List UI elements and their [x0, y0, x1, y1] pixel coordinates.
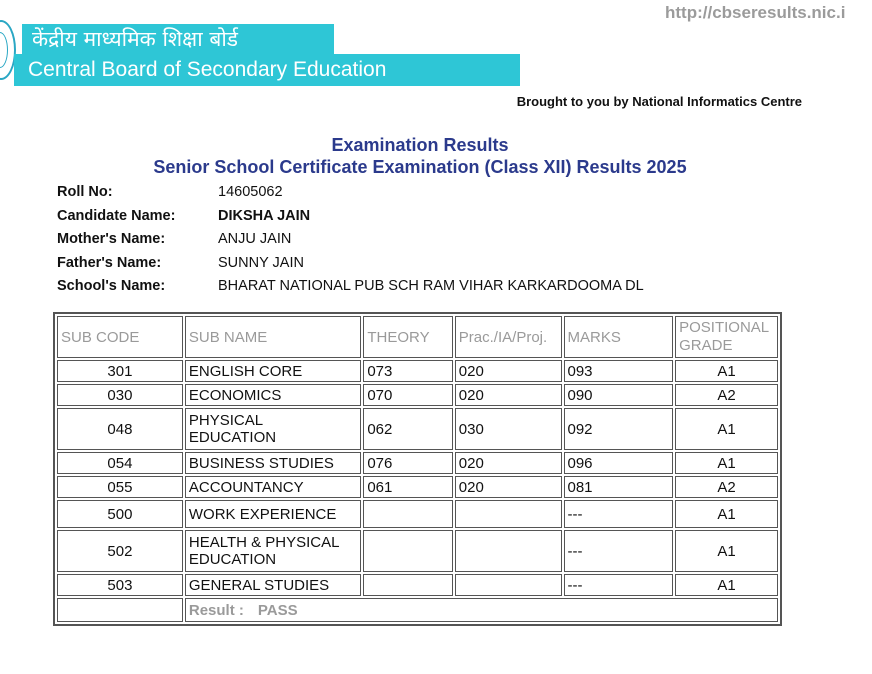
- positional-grade: A1: [675, 530, 778, 572]
- sub-code: 054: [57, 452, 183, 474]
- table-row: [57, 530, 778, 572]
- total-marks: ---: [564, 574, 674, 596]
- mother-name-value: ANJU JAIN: [218, 231, 292, 248]
- positional-grade: A1: [675, 452, 778, 474]
- table-header-row: [57, 316, 778, 358]
- header-grade-line1: POSITIONAL: [679, 319, 770, 336]
- mother-name-label: Mother's Name:: [57, 231, 166, 248]
- info-row-school: [57, 275, 644, 299]
- sub-code: 048: [57, 408, 183, 450]
- practical-marks: [455, 500, 562, 528]
- sub-name-line1: PHYSICAL: [188, 412, 264, 429]
- roll-label: Roll No:: [57, 184, 113, 200]
- practical-marks: 030: [455, 408, 562, 450]
- table-row: [57, 360, 778, 382]
- sub-code: 500: [57, 500, 183, 528]
- total-marks: 092: [564, 408, 674, 450]
- positional-grade: A1: [675, 408, 778, 450]
- page-title: Examination Results: [331, 135, 509, 155]
- theory-marks: [363, 500, 452, 528]
- header-positional-grade: [675, 316, 778, 358]
- provider-credit: Brought to you by National Informatics Centre: [516, 94, 802, 109]
- sub-code: 503: [57, 574, 183, 596]
- sub-name-line1: HEALTH & PHYSICAL: [188, 534, 340, 551]
- candidate-name-label: Candidate Name:: [57, 207, 176, 224]
- practical-marks: 020: [455, 476, 562, 498]
- info-row-mother: [57, 228, 644, 252]
- sub-name-line2: EDUCATION: [188, 551, 277, 568]
- sub-name: [185, 408, 361, 450]
- site-url[interactable]: http://cbseresults.nic.i: [665, 3, 846, 22]
- practical-marks: 020: [455, 452, 562, 474]
- table-row: [57, 500, 778, 528]
- sub-name: ENGLISH CORE: [185, 360, 361, 382]
- sub-name-line2: EDUCATION: [188, 429, 277, 446]
- total-marks: 093: [564, 360, 674, 382]
- positional-grade: A2: [675, 384, 778, 406]
- sub-code: 030: [57, 384, 183, 406]
- theory-marks: 061: [363, 476, 452, 498]
- result-cell: [185, 598, 778, 622]
- father-name-value: SUNNY JAIN: [218, 254, 304, 271]
- candidate-info: [57, 181, 644, 299]
- header-marks: MARKS: [564, 316, 674, 358]
- exam-subtitle: Senior School Certificate Examination (Class XII) Results 2025: [153, 157, 687, 177]
- info-row-candidate: [57, 205, 644, 229]
- school-name-label: School's Name:: [57, 278, 166, 295]
- theory-marks: 076: [363, 452, 452, 474]
- theory-marks: 070: [363, 384, 452, 406]
- sub-code: 502: [57, 530, 183, 572]
- table-row: [57, 408, 778, 450]
- header-sub-code: SUB CODE: [57, 316, 183, 358]
- result-row: [57, 598, 778, 622]
- table-row: [57, 476, 778, 498]
- sub-code: 055: [57, 476, 183, 498]
- theory-marks: [363, 530, 452, 572]
- total-marks: ---: [564, 530, 674, 572]
- info-row-roll: [57, 181, 644, 205]
- candidate-name-value: DIKSHA JAIN: [218, 207, 311, 224]
- father-name-label: Father's Name:: [57, 254, 162, 271]
- table-row: [57, 384, 778, 406]
- total-marks: 081: [564, 476, 674, 498]
- practical-marks: [455, 574, 562, 596]
- sub-name: WORK EXPERIENCE: [185, 500, 361, 528]
- total-marks: 090: [564, 384, 674, 406]
- practical-marks: 020: [455, 384, 562, 406]
- theory-marks: 062: [363, 408, 452, 450]
- header-theory: THEORY: [363, 316, 452, 358]
- sub-name: GENERAL STUDIES: [185, 574, 361, 596]
- marks-table: [53, 312, 782, 626]
- result-empty-cell: [57, 598, 183, 622]
- sub-name: BUSINESS STUDIES: [185, 452, 361, 474]
- sub-name: [185, 530, 361, 572]
- header-sub-name: SUB NAME: [185, 316, 361, 358]
- english-board-title: Central Board of Secondary Education: [14, 54, 520, 86]
- header-grade-line2: GRADE: [679, 337, 733, 354]
- cbse-logo-seal-inner: [0, 32, 8, 68]
- total-marks: ---: [564, 500, 674, 528]
- hindi-board-title: केंद्रीय माध्यमिक शिक्षा बोर्ड: [22, 24, 334, 54]
- sub-name: ECONOMICS: [185, 384, 361, 406]
- positional-grade: A1: [675, 574, 778, 596]
- table-row: [57, 574, 778, 596]
- theory-marks: [363, 574, 452, 596]
- sub-code: 301: [57, 360, 183, 382]
- school-name-value: BHARAT NATIONAL PUB SCH RAM VIHAR KARKARDOOMA DL: [218, 278, 644, 295]
- table-row: [57, 452, 778, 474]
- total-marks: 096: [564, 452, 674, 474]
- practical-marks: 020: [455, 360, 562, 382]
- positional-grade: A1: [675, 360, 778, 382]
- positional-grade: A1: [675, 500, 778, 528]
- result-label: Result :: [188, 601, 244, 619]
- info-row-father: [57, 252, 644, 276]
- practical-marks: [455, 530, 562, 572]
- result-value: PASS: [257, 601, 298, 619]
- header-practical: Prac./IA/Proj.: [455, 316, 562, 358]
- theory-marks: 073: [363, 360, 452, 382]
- sub-name: ACCOUNTANCY: [185, 476, 361, 498]
- positional-grade: A2: [675, 476, 778, 498]
- roll-value: 14605062: [218, 184, 283, 200]
- result-titles: [0, 134, 840, 178]
